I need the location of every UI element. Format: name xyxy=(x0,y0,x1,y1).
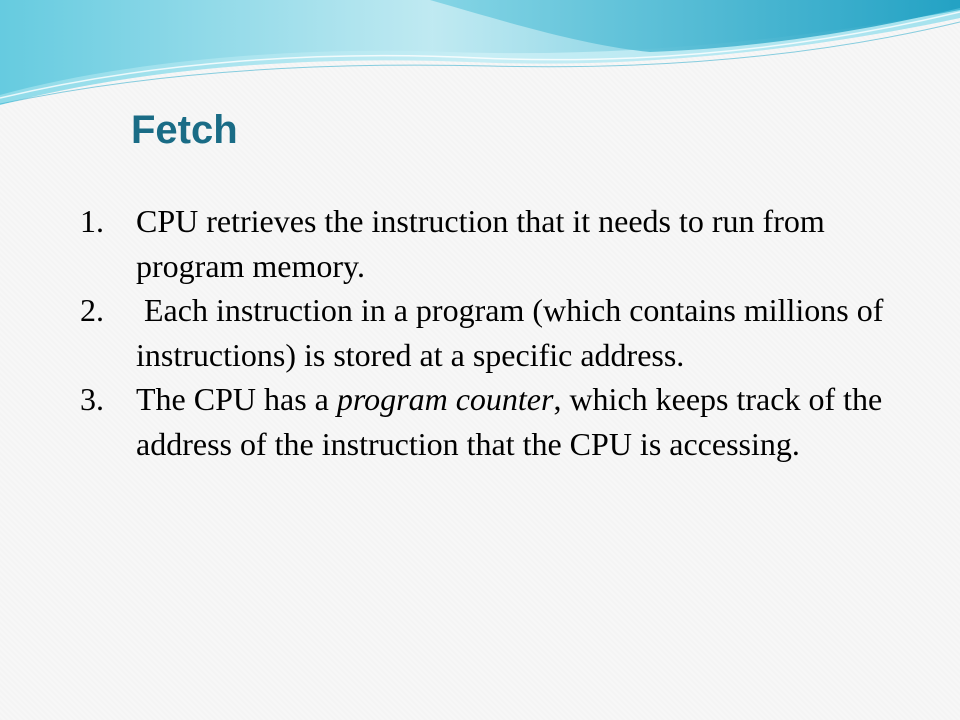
list-item xyxy=(80,288,890,377)
list-item xyxy=(80,377,890,466)
numbered-list xyxy=(80,199,890,466)
italic-term: program counter xyxy=(336,381,554,417)
list-item-text xyxy=(136,377,890,466)
list-item xyxy=(80,199,890,288)
list-item-number: 2. xyxy=(80,292,104,328)
slide-title: Fetch xyxy=(131,108,238,152)
list-item-number: 1. xyxy=(80,203,104,239)
list-item-text: Each instruction in a program (which contains millions of instructions) is stored at a specific address. xyxy=(136,292,892,373)
header-wave-decoration xyxy=(0,0,960,120)
text-segment: The CPU has a xyxy=(136,381,337,417)
list-item-number: 3. xyxy=(80,381,104,417)
list-item-text: CPU retrieves the instruction that it needs to run from program memory. xyxy=(136,203,825,284)
text-segment: , which keeps track of the address of the instruction that the CPU is accessing. xyxy=(136,381,883,462)
